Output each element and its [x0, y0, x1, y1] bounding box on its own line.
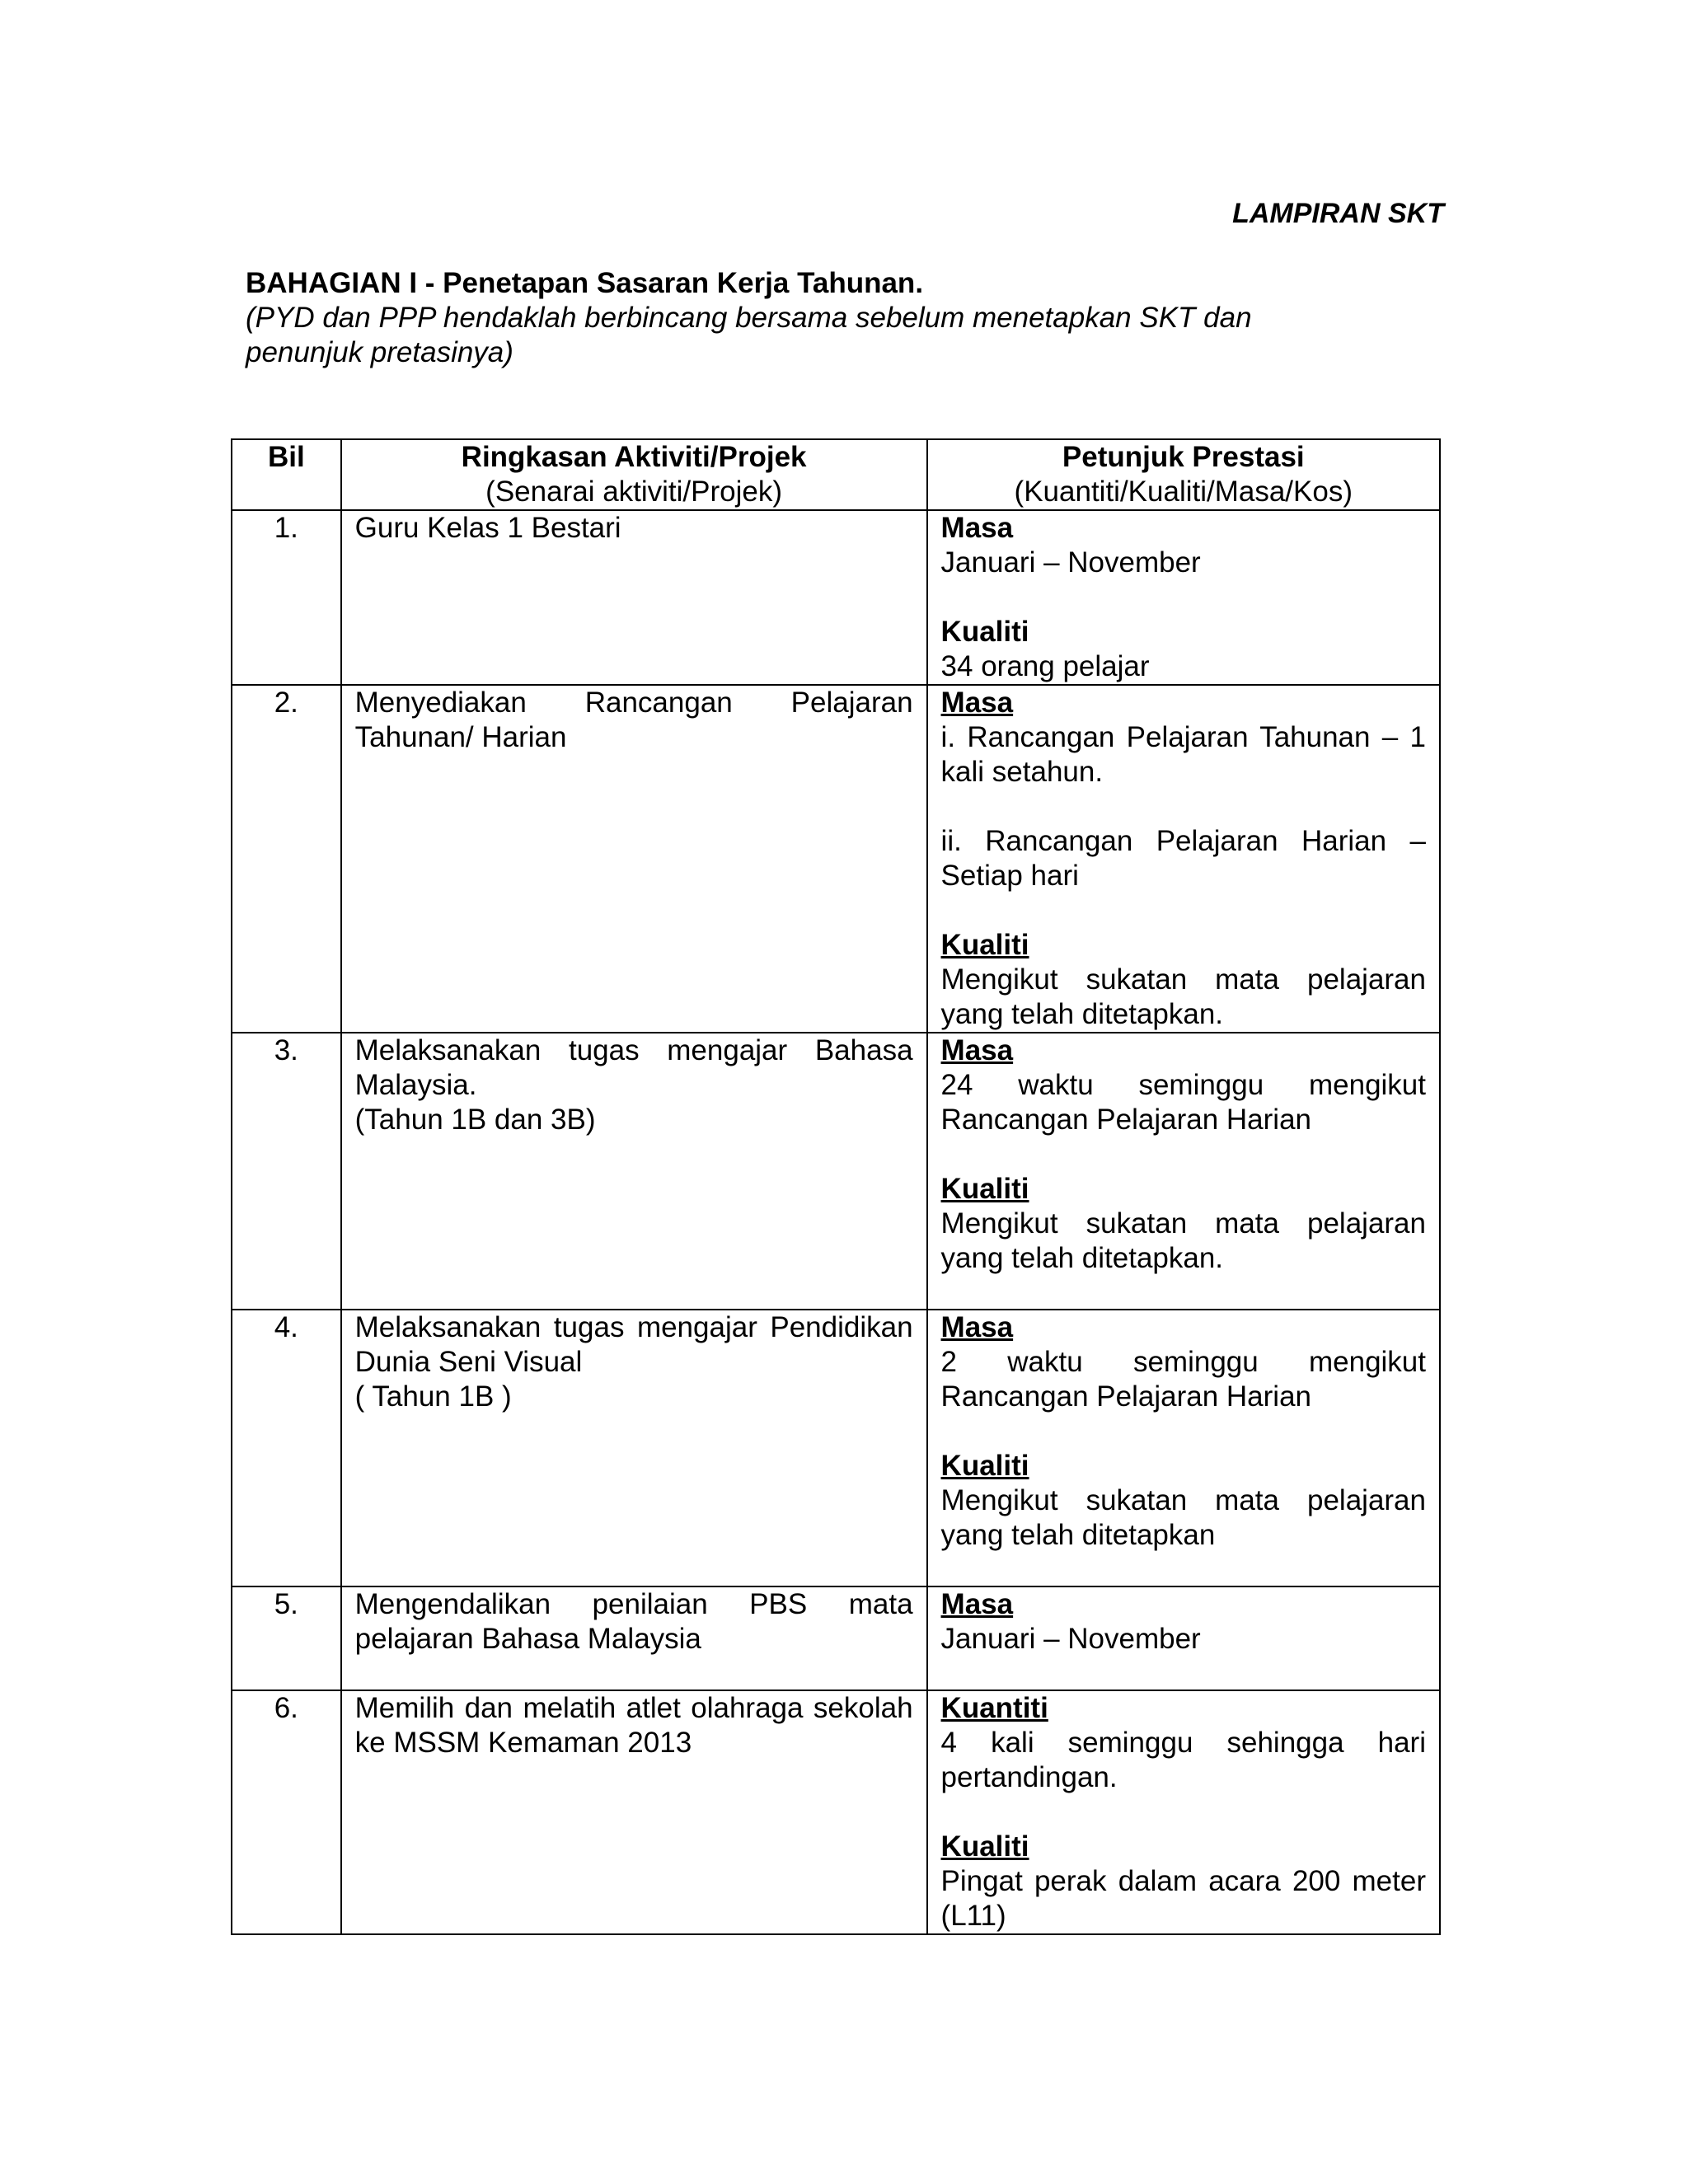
row-prestasi [927, 1586, 1440, 1690]
kualiti-label: Kualiti [940, 1450, 1029, 1482]
row-number: 6. [274, 1692, 298, 1724]
masa-label: Masa [940, 687, 1014, 719]
row-number: 4. [274, 1311, 298, 1343]
header-prestasi-sub: (Kuantiti/Kualiti/Masa/Kos) [1014, 476, 1353, 508]
aktiviti-text-2: (Tahun 1B dan 3B) [354, 1104, 596, 1136]
masa-text: i. Rancangan Pelajaran Tahunan – 1 kali setahun. [940, 721, 1426, 788]
table-row [232, 1586, 1440, 1690]
kualiti-text: Mengikut sukatan mata pelajaran yang telah ditetapkan [940, 1484, 1426, 1551]
header-prestasi [927, 439, 1440, 510]
table-row [232, 1690, 1440, 1934]
kualiti-label: Kualiti [940, 929, 1029, 961]
row-bil [232, 1033, 341, 1310]
row-number: 3. [274, 1034, 298, 1066]
row-aktiviti [341, 1310, 927, 1586]
kualiti-label: Kualiti [940, 1173, 1029, 1205]
table-row [232, 1033, 1440, 1310]
aktiviti-text: Mengendalikan penilaian PBS mata pelajaran Bahasa Malaysia [354, 1588, 913, 1655]
header-prestasi-label: Petunjuk Prestasi [1062, 441, 1305, 473]
kualiti-text: 34 orang pelajar [940, 650, 1150, 682]
row-bil [232, 510, 341, 685]
aktiviti-text-2: ( Tahun 1B ) [354, 1380, 512, 1413]
row-number: 5. [274, 1588, 298, 1620]
kualiti-label: Kualiti [940, 1830, 1029, 1863]
header-aktiviti-label: Ringkasan Aktiviti/Projek [461, 441, 807, 473]
aktiviti-text: Memilih dan melatih atlet olahraga sekolah ke MSSM Kemaman 2013 [354, 1692, 913, 1759]
row-bil [232, 1690, 341, 1934]
header-aktiviti-sub: (Senarai aktiviti/Projek) [485, 476, 783, 508]
header-bil [232, 439, 341, 510]
table-header-row [232, 439, 1440, 510]
aktiviti-text: Menyediakan Rancangan Pelajaran Tahunan/ Harian [354, 687, 913, 753]
section-note: (PYD dan PPP hendaklah berbincang bersama sebelum menetapkan SKT dan penunjuk pretasinya) [246, 302, 1252, 368]
aktiviti-text: Melaksanakan tugas mengajar Pendidikan Dunia Seni Visual [354, 1311, 913, 1378]
masa-text: 24 waktu seminggu mengikut Rancangan Pelajaran Harian [940, 1069, 1426, 1136]
row-aktiviti [341, 510, 927, 685]
header-aktiviti [341, 439, 927, 510]
section-heading: BAHAGIAN I - Penetapan Sasaran Kerja Tahunan. [246, 267, 924, 299]
lampiran-title: LAMPIRAN SKT [1232, 198, 1444, 229]
row-aktiviti [341, 1586, 927, 1690]
row-bil [232, 1586, 341, 1690]
kualiti-text: Mengikut sukatan mata pelajaran yang telah ditetapkan. [940, 1207, 1426, 1274]
aktiviti-text: Guru Kelas 1 Bestari [354, 512, 621, 544]
row-prestasi [927, 1690, 1440, 1934]
row-bil [232, 1310, 341, 1586]
row-prestasi [927, 685, 1440, 1033]
row-prestasi [927, 510, 1440, 685]
masa-text: 2 waktu seminggu mengikut Rancangan Pelajaran Harian [940, 1346, 1426, 1413]
kualiti-label: Kualiti [940, 616, 1029, 648]
row-bil [232, 685, 341, 1033]
row-prestasi [927, 1033, 1440, 1310]
table-row [232, 685, 1440, 1033]
table-row [232, 510, 1440, 685]
masa-label: Masa [940, 1588, 1014, 1620]
skt-table [231, 438, 1441, 1935]
row-prestasi [927, 1310, 1440, 1586]
aktiviti-text: Melaksanakan tugas mengajar Bahasa Malaysia. [354, 1034, 913, 1101]
row-aktiviti [341, 685, 927, 1033]
row-number: 1. [274, 512, 298, 544]
masa-text: Januari – November [940, 546, 1201, 579]
table-row [232, 1310, 1440, 1586]
row-aktiviti [341, 1033, 927, 1310]
header-bil-label: Bil [267, 441, 305, 473]
kuantiti-text: 4 kali seminggu sehingga hari pertandingan. [940, 1727, 1426, 1793]
masa-text: Januari – November [940, 1623, 1201, 1655]
kualiti-text: Mengikut sukatan mata pelajaran yang telah ditetapkan. [940, 963, 1426, 1030]
masa-text-2: ii. Rancangan Pelajaran Harian – Setiap hari [940, 825, 1426, 892]
row-aktiviti [341, 1690, 927, 1934]
masa-label: Masa [940, 512, 1014, 544]
masa-label: Masa [940, 1034, 1014, 1066]
masa-label: Masa [940, 1311, 1014, 1343]
kuantiti-label: Kuantiti [940, 1692, 1048, 1724]
kualiti-text: Pingat perak dalam acara 200 meter (L11) [940, 1865, 1426, 1932]
row-number: 2. [274, 687, 298, 719]
